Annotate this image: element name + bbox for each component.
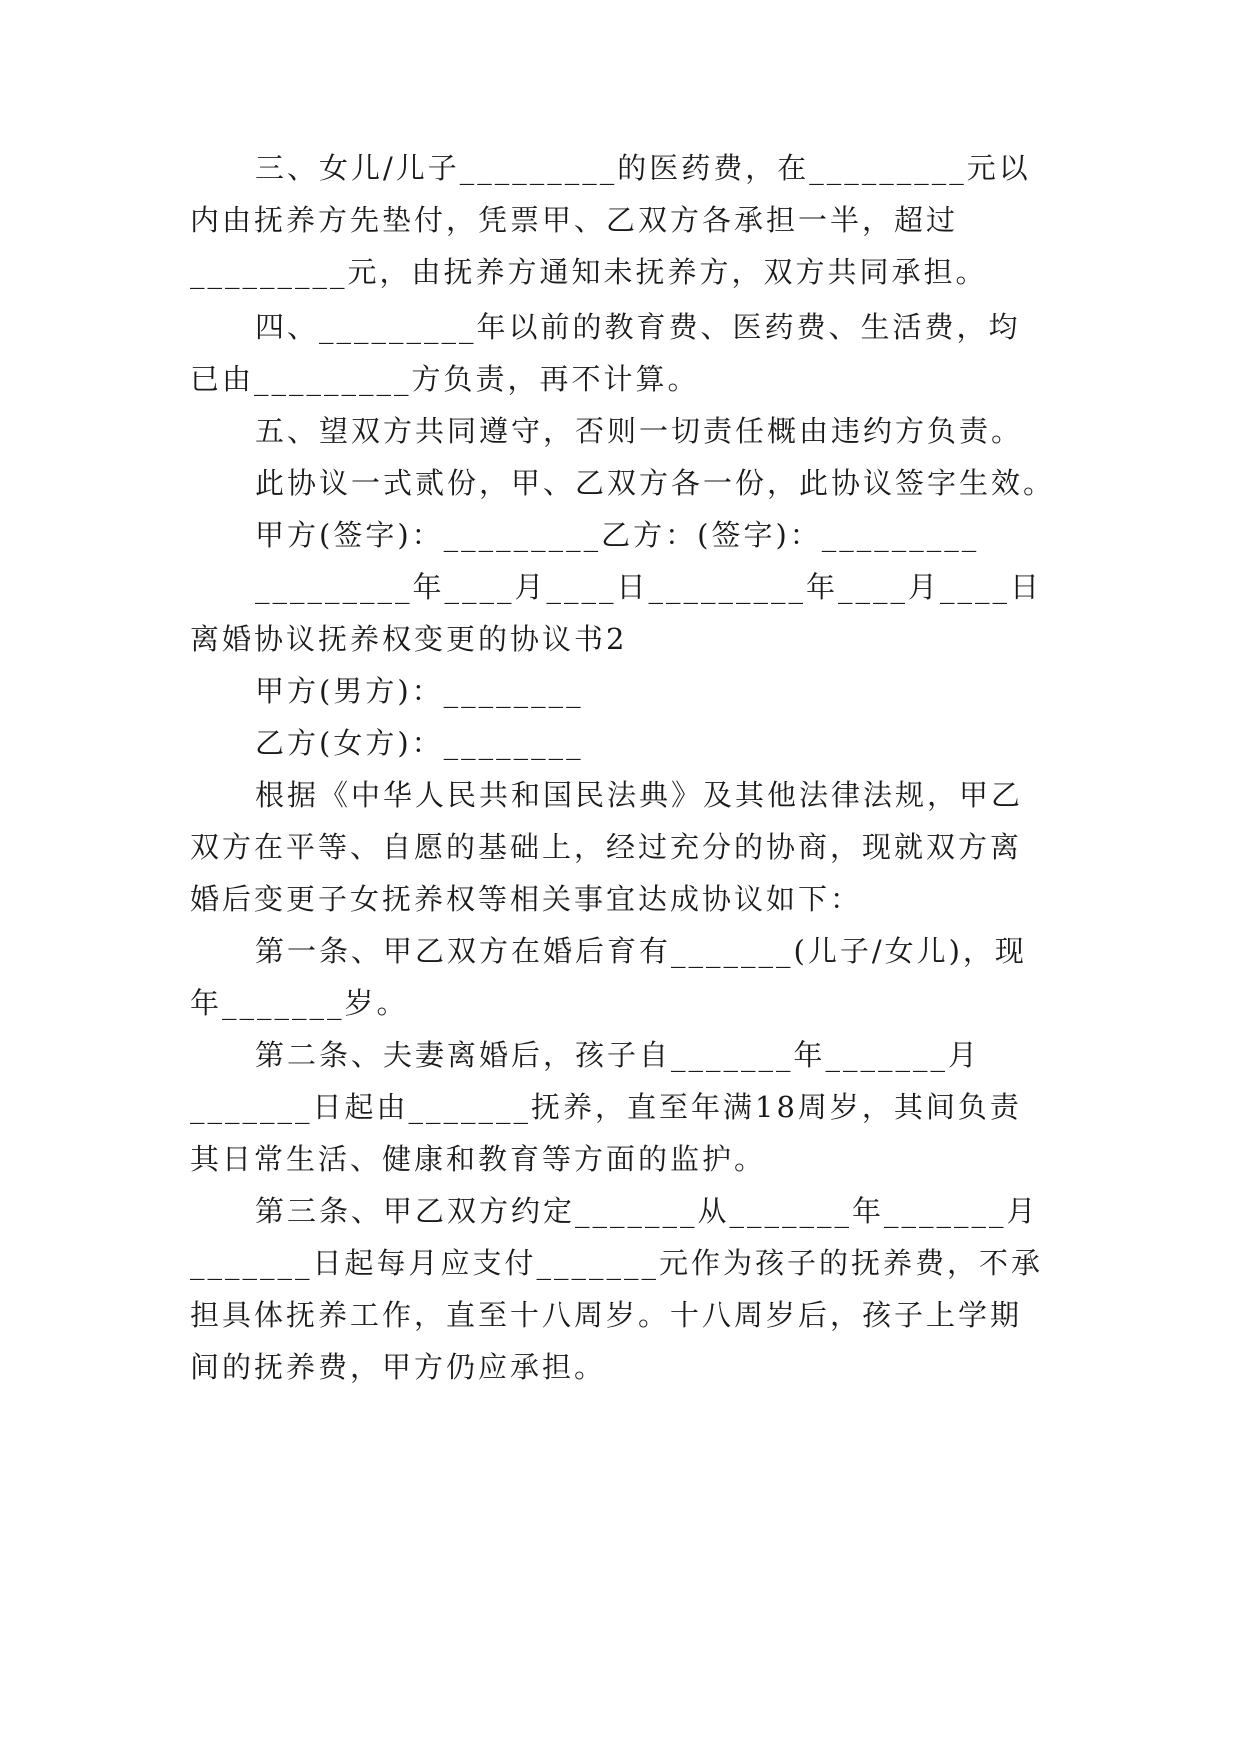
party-a-line: 甲方(男方)：________: [255, 674, 584, 708]
article-3-line4: 间的抚养费，甲方仍应承担。: [190, 1350, 607, 1384]
preamble-line3: 婚后变更子女抚养权等相关事宜达成协议如下：: [190, 882, 863, 916]
party-b-line: 乙方(女方)：________: [255, 726, 584, 760]
article-2-line1: 第二条、夫妻离婚后，孩子自_______年_______月: [255, 1038, 981, 1072]
para-prior-costs-line1: 四、_________年以前的教育费、医药费、生活费，均: [255, 310, 1021, 344]
article-3-line1: 第三条、甲乙双方约定_______从_______年_______月: [255, 1194, 1039, 1228]
article-1-line1: 第一条、甲乙双方在婚后育有_______(儿子/女儿)，现: [255, 934, 1027, 968]
para-compliance: 五、望双方共同遵守，否则一切责任概由违约方负责。: [255, 414, 1024, 448]
para-medical-line1: 三、女儿/儿子_________的医药费，在_________元以: [255, 151, 1031, 185]
article-2-line3: 其日常生活、健康和教育等方面的监护。: [190, 1142, 767, 1176]
para-prior-costs-line2: 已由_________方负责，再不计算。: [190, 362, 700, 396]
para-medical-line3: _________元，由抚养方通知未抚养方，双方共同承担。: [190, 255, 988, 289]
section-title: 离婚协议抚养权变更的协议书2: [190, 622, 628, 656]
article-1-line2: 年_______岁。: [190, 986, 409, 1020]
article-2-line2: _______日起由_______抚养，直至年满18周岁，其间负责: [190, 1090, 1022, 1124]
article-3-line2: _______日起每月应支付_______元作为孩子的抚养费，不承: [190, 1246, 1044, 1280]
signature-line: 甲方(签字)：_________乙方：(签字)：_________: [255, 518, 980, 552]
preamble-line2: 双方在平等、自愿的基础上，经过充分的协商，现就双方离: [190, 830, 1023, 864]
para-medical-line2: 内由抚养方先垫付，凭票甲、乙双方各承担一半，超过: [190, 203, 959, 237]
preamble-line1: 根据《中华人民共和国民法典》及其他法律法规，甲乙: [255, 778, 1024, 812]
date-line: _________年____月____日_________年____月____日: [255, 570, 1043, 604]
para-copies: 此协议一式贰份，甲、乙双方各一份，此协议签字生效。: [255, 466, 1056, 500]
article-3-line3: 担具体抚养工作，直至十八周岁。十八周岁后，孩子上学期: [190, 1298, 1023, 1332]
